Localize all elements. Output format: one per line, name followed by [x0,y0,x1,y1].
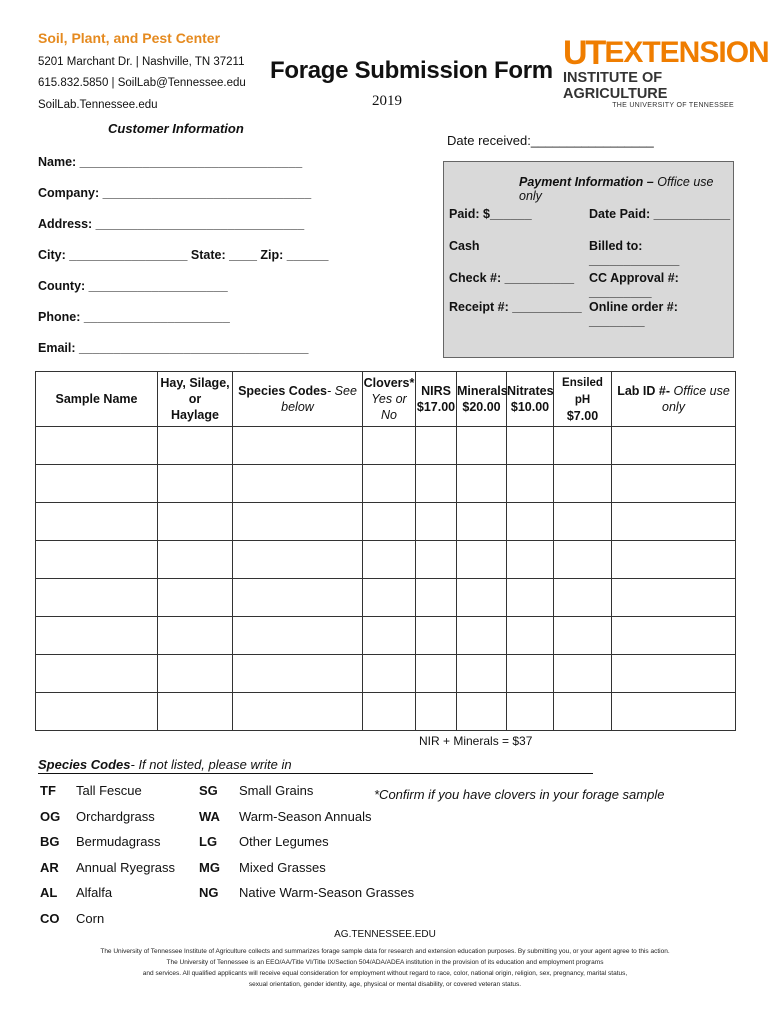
org-website: SoilLab.Tennessee.edu [38,99,158,111]
species-code: TF [40,783,56,798]
col-ensiled-ph: Ensiled pH $7.00 [554,372,612,427]
species-name: Small Grains [239,783,314,798]
species-code: NG [199,885,219,900]
table-cell[interactable] [416,617,457,655]
table-cell[interactable] [457,503,507,541]
table-cell[interactable] [612,655,736,693]
table-cell[interactable] [554,503,612,541]
col-minerals: Minerals $20.00 [457,372,507,427]
logo-ut: UT [563,34,605,72]
table-cell[interactable] [363,617,416,655]
footer-url[interactable]: AG.TENNESSEE.EDU [334,929,436,940]
species-code: WA [199,808,220,824]
table-cell[interactable] [36,503,158,541]
table-row [36,579,736,617]
table-cell[interactable] [612,693,736,731]
table-cell[interactable] [612,465,736,503]
table-cell[interactable] [233,427,363,465]
table-cell[interactable] [363,503,416,541]
table-cell[interactable] [233,465,363,503]
table-cell[interactable] [416,693,457,731]
species-codes-heading: Species Codes- If not listed, please write in [38,757,292,772]
city-state-zip-field[interactable]: City: _________________ State: ____ Zip: ______ [38,248,329,262]
payment-info-box [443,161,734,358]
footer-line-4: sexual orientation, gender identity, age, physical or mental disability, or covered veteran status. [248,981,522,988]
paid-field[interactable]: Paid: $______ [449,207,532,221]
table-row [36,465,736,503]
table-cell[interactable] [158,655,233,693]
billed-to-field[interactable]: Billed to: _____________ [589,239,680,267]
form-year: 2019 [372,93,402,109]
cc-approval-field[interactable]: CC Approval #: _________ [589,271,679,299]
ut-extension-logo [563,34,769,109]
table-cell[interactable] [36,617,158,655]
table-cell[interactable] [363,693,416,731]
species-name: Corn [76,910,105,926]
species-name: Other Legumes [239,834,329,849]
table-cell[interactable] [554,693,612,731]
species-code: AL [40,885,58,900]
table-cell[interactable] [612,617,736,655]
table-cell[interactable] [457,541,507,579]
species-name: Native Warm-Season Grasses [239,885,415,900]
table-cell[interactable] [158,465,233,503]
table-cell[interactable] [158,617,233,655]
species-code: BG [40,834,60,849]
table-cell[interactable] [416,503,457,541]
species-name: Orchardgrass [76,808,155,824]
table-cell[interactable] [457,655,507,693]
table-cell[interactable] [416,427,457,465]
table-cell[interactable] [363,541,416,579]
table-cell[interactable] [36,427,158,465]
sample-table [35,371,736,731]
table-cell[interactable] [233,579,363,617]
table-cell[interactable] [416,579,457,617]
nir-minerals-total: NIR + Minerals = $37 [419,734,533,748]
table-row [36,655,736,693]
species-name: Mixed Grasses [239,859,326,875]
species-name: Bermudagrass [76,834,161,849]
species-code: CO [40,910,60,926]
name-field[interactable]: Name: ________________________________ [38,155,303,169]
table-cell[interactable] [457,427,507,465]
address-field[interactable]: Address: ______________________________ [38,217,305,231]
col-clovers: Clovers* Yes or No [363,372,416,427]
species-code: MG [199,859,220,875]
table-cell[interactable] [158,427,233,465]
payment-info-title: Payment Information – Office use only [519,175,714,203]
table-cell[interactable] [507,693,554,731]
logo-institute: INSTITUTE OF AGRICULTURE [563,70,668,102]
table-cell[interactable] [507,579,554,617]
org-name: Soil, Plant, and Pest Center [38,30,221,46]
col-sample-name: Sample Name [36,372,158,427]
col-lab-id: Lab ID #- Office use only [612,372,736,427]
footer-line-2: The University of Tennessee is an EEO/AA/Title VI/Title IX/Section 504/ADA/ADEA institution in the provision of its education and employment programs [166,959,604,966]
species-code: AR [40,859,59,875]
table-cell[interactable] [554,617,612,655]
table-cell[interactable] [416,465,457,503]
phone-field[interactable]: Phone: _____________________ [38,310,230,324]
table-row [36,541,736,579]
table-cell[interactable] [612,427,736,465]
table-cell[interactable] [158,503,233,541]
table-cell[interactable] [612,541,736,579]
species-name: Warm-Season Annuals [239,808,372,824]
county-field[interactable]: County: ____________________ [38,279,228,293]
table-row [36,427,736,465]
company-field[interactable]: Company: ______________________________ [38,186,312,200]
table-cell[interactable] [363,465,416,503]
table-cell[interactable] [233,617,363,655]
table-cell[interactable] [554,465,612,503]
table-cell[interactable] [507,541,554,579]
online-order-field[interactable]: Online order #: ________ [589,300,678,328]
date-received-field[interactable]: Date received:_________________ [447,133,654,148]
table-cell[interactable] [233,541,363,579]
col-nirs: NIRS $17.00 [416,372,457,427]
table-cell[interactable] [36,541,158,579]
table-cell[interactable] [363,655,416,693]
table-cell[interactable] [36,655,158,693]
table-cell[interactable] [457,465,507,503]
species-name: Tall Fescue [76,783,142,798]
footer-line-3: and services. All qualified applicants will receive equal consideration for employment without regard to race, color, national origin, religion, sex, pregnancy, marital status, [142,970,628,977]
logo-extension: EXTENSION [604,36,769,69]
email-field[interactable]: Email: _________________________________ [38,341,309,355]
species-name: Annual Ryegrass [76,859,175,875]
divider [38,773,593,774]
footer-line-1: The University of Tennessee Institute of Agriculture collects and summarizes forage sample data for research and extension education purposes. By submitting you, or your agent agree to this action. [100,948,670,955]
table-cell[interactable] [457,693,507,731]
org-address: 5201 Marchant Dr. | Nashville, TN 37211 [38,56,245,68]
table-cell[interactable] [612,503,736,541]
col-species-codes: Species Codes- See below [233,372,363,427]
col-hay-type: Hay, Silage, or Haylage [158,372,233,427]
col-nitrates: Nitrates $10.00 [507,372,554,427]
species-name: Alfalfa [76,885,113,900]
org-contact: 615.832.5850 | SoilLab@Tennessee.edu [38,77,246,89]
table-header-row [36,372,736,427]
species-code: OG [40,808,61,824]
date-paid-field[interactable]: Date Paid: ___________ [589,207,731,221]
table-cell[interactable] [158,693,233,731]
species-code: SG [199,783,218,798]
table-cell[interactable] [233,693,363,731]
customer-info-heading: Customer Information [108,121,244,136]
table-cell[interactable] [612,579,736,617]
table-cell[interactable] [554,427,612,465]
table-cell[interactable] [363,427,416,465]
table-cell[interactable] [158,579,233,617]
table-cell[interactable] [457,579,507,617]
table-cell[interactable] [416,541,457,579]
cash-option[interactable]: Cash [449,239,480,253]
table-cell[interactable] [507,655,554,693]
table-cell[interactable] [507,427,554,465]
table-cell[interactable] [36,693,158,731]
table-cell[interactable] [36,465,158,503]
table-cell[interactable] [554,541,612,579]
table-cell[interactable] [158,541,233,579]
check-number-field[interactable]: Check #: __________ [449,271,575,285]
table-row [36,503,736,541]
table-cell[interactable] [457,617,507,655]
table-cell[interactable] [507,465,554,503]
table-cell[interactable] [363,579,416,617]
table-cell[interactable] [554,579,612,617]
table-cell[interactable] [507,503,554,541]
receipt-number-field[interactable]: Receipt #: __________ [449,300,582,314]
clover-confirm-note: *Confirm if you have clovers in your forage sample [374,787,665,802]
table-cell[interactable] [554,655,612,693]
table-cell[interactable] [507,617,554,655]
table-row [36,617,736,655]
table-cell[interactable] [416,655,457,693]
table-cell[interactable] [233,503,363,541]
table-cell[interactable] [36,579,158,617]
species-code: LG [199,834,218,849]
table-row [36,693,736,731]
table-cell[interactable] [233,655,363,693]
logo-university: THE UNIVERSITY OF TENNESSEE [612,102,734,109]
form-title: Forage Submission Form [270,57,553,84]
